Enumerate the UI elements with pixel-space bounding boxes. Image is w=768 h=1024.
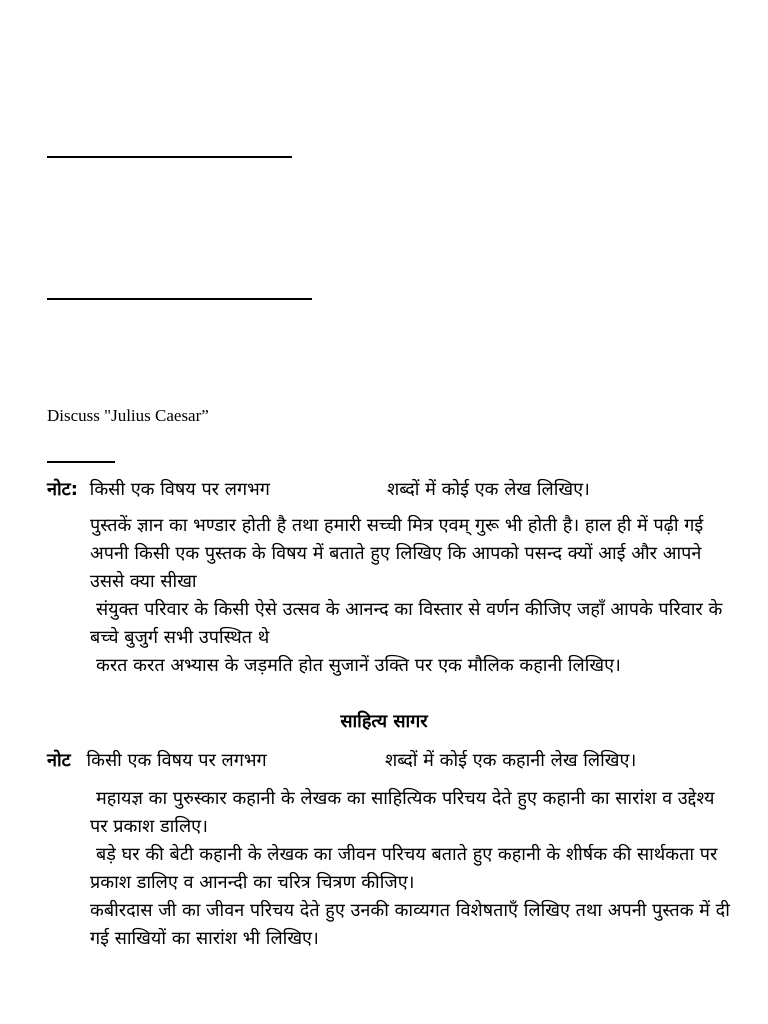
note-line-1 <box>47 476 590 504</box>
essay-topic-1: पुस्तकें ज्ञान का भण्डार होती है तथा हमारी सच्ची मित्र एवम् गुरू भी होती है। हाल ही में पढ़ी गई अपनी किसी एक पुस्तक के विषय में बताते हुए लिखिए कि आपको पसन्द क्यों आई और आपने उससे क्या सीखा <box>90 515 704 592</box>
essay-topic-2: संयुक्त परिवार के किसी ऐसे उत्सव के आनन्द का विस्तार से वर्णन कीजिए जहाँ आपके परिवार के बच्चे बुजुर्ग सभी उपस्थित थे <box>90 599 723 648</box>
blank-line-2 <box>47 298 312 300</box>
note-text-after-gap: शब्दों में कोई एक कहानी लेख लिखिए। <box>385 750 637 771</box>
blank-line-1 <box>47 156 292 158</box>
story-topic-1: महायज्ञ का पुरुस्कार कहानी के लेखक का साहित्यिक परिचय देते हुए कहानी का सारांश व उद्देश्य पर प्रकाश डालिए। <box>90 788 715 837</box>
story-topic-3: कबीरदास जी का जीवन परिचय देते हुए उनकी काव्यगत विशेषताएँ लिखिए तथा अपनी पुस्तक में दी गई साखियों का सारांश भी लिखिए। <box>90 900 730 949</box>
section-heading: साहित्य सागर <box>340 711 428 732</box>
note-text-before-gap: किसी एक विषय पर लगभग <box>89 479 270 500</box>
note-label: नोट <box>47 750 71 771</box>
story-topic-2: बड़े घर की बेटी कहानी के लेखक का जीवन परिचय बताते हुए कहानी के शीर्षक की सार्थकता पर प्रकाश डालिए व आनन्दी का चरित्र चित्रण कीजिए। <box>90 844 718 893</box>
note-line-2 <box>47 747 637 775</box>
blank-line-3 <box>47 461 115 463</box>
note-label: नोट: <box>47 479 78 500</box>
essay-topic-3: करत करत अभ्यास के जड़मति होत सुजानें उक्ति पर एक मौलिक कहानी लिखिए। <box>96 655 621 676</box>
note-text-before-gap: किसी एक विषय पर लगभग <box>86 750 267 771</box>
note-text-after-gap: शब्दों में कोई एक लेख लिखिए। <box>387 479 590 500</box>
discuss-line: Discuss "Julius Caesar” <box>47 406 209 425</box>
